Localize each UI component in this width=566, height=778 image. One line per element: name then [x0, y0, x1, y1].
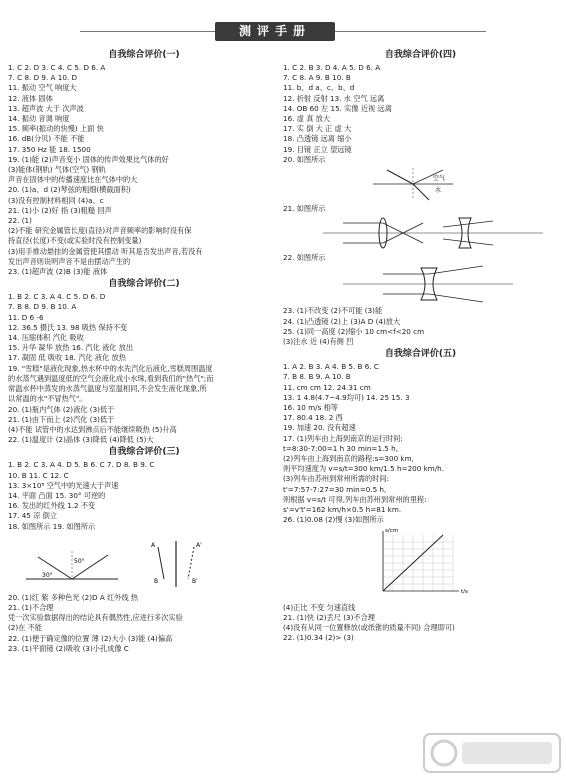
answer-line: 则根据 v=s/t 可得,列车由苏州到常州的里程: — [283, 494, 427, 504]
answer-line: (3)能体(钢轨) 气体(空气) 钢轨 — [8, 165, 106, 175]
image-arrow — [188, 547, 194, 579]
point-label: A — [151, 541, 156, 549]
answer-line: 13. 超声波 大于 次声波 — [8, 103, 84, 113]
ray — [443, 221, 493, 227]
section-title: 自我综合评价(二) — [108, 279, 180, 290]
answer-line: (4)正比 不变 匀速直线 — [283, 602, 356, 612]
answer-line: 16. 10 m/s 相等 — [283, 403, 338, 413]
answer-line: 12. 36.5 摄氏 13. 98 吸热 保持不变 — [8, 322, 128, 332]
section-title: 自我综合评价(五) — [384, 349, 457, 360]
answer-line: 以常温的水"不冒热气"。 — [8, 394, 87, 404]
answer-line: t'=7:57-7:27=30 min=0.5 h, — [283, 484, 387, 494]
answer-line: 持直径(长度)不变(或实验时没有控制变量) — [8, 236, 142, 246]
section-2-answers — [8, 292, 280, 445]
section-3-answers-cont — [8, 593, 280, 654]
angle-label: 50° — [74, 557, 85, 565]
object-arrow — [158, 547, 164, 579]
answer-line: 11. 振动 空气 响度大 — [8, 83, 77, 93]
s-t-graph — [283, 527, 558, 601]
answer-line: 22. (1)温度计 (2)晶体 (3)降低 (4)降低 (5)大 — [8, 435, 154, 445]
section-3-answers — [8, 460, 280, 531]
answer-line: (2)在 不能 — [8, 623, 43, 633]
answer-line: 21. (1)由下而上 (2)汽化 (3)低于 — [8, 414, 115, 424]
answer-line: 23. (1)不改变 (2)不可能 (3)能 — [283, 306, 383, 316]
answer-line: 19. "雪糕"是液化现象,热水杯中的水先汽化后液化,雪糕周围温度 — [8, 363, 213, 373]
answer-line: (2)列车由上海到南京的路程:s=300 km, — [283, 454, 414, 464]
answer-line: 12. 折射 反射 13. 水 空气 远离 — [283, 93, 385, 103]
section-1-answers — [8, 63, 280, 277]
figure-18-19 — [8, 533, 280, 591]
x-axis-label: t/s — [461, 588, 468, 595]
answer-line: 26. (1)0.08 (2)慢 (3)如图所示 — [283, 515, 384, 525]
lens-diagram — [283, 215, 558, 251]
answer-line: t=8:30-7:00=1 h 30 min=1.5 h, — [283, 443, 398, 453]
answer-line: 11. D 6 -6 — [8, 312, 44, 322]
answer-line: 24. (1)凸透镜 (2)上 (3)A D (4)放大 — [283, 316, 401, 326]
figure-26-graph — [283, 527, 558, 601]
answer-line: 17. 350 Hz 能 18. 1500 — [8, 144, 91, 154]
answer-line: 16. 虚 真 放大 — [283, 114, 331, 124]
left-column — [8, 48, 280, 654]
page-title: 测评手册 — [215, 22, 335, 41]
figure-22 — [283, 264, 558, 304]
answer-line: 21. (1)不合理 — [8, 602, 54, 612]
answer-line: 18. 凸透镜 远离 缩小 — [283, 134, 352, 144]
right-column — [283, 48, 558, 643]
answer-line: 17. 实 倒 大 正 虚 大 — [283, 124, 352, 134]
ray — [429, 294, 483, 302]
answer-line: 20. 如图所示 — [283, 154, 326, 164]
answer-line: 声音在固体中的传播速度比在气体中的大 — [8, 175, 138, 185]
incident-ray — [387, 170, 413, 184]
figure-20 — [283, 166, 558, 202]
answer-line: (4)没有从同一位置释放(或纸锥的质量不同) 合理即可) — [283, 622, 455, 632]
answer-line: 15. 频率(振动的快慢) 上面 快 — [8, 124, 104, 134]
answer-line: 1. C 2. B 3. D 4. A 5. D 6. A — [283, 63, 381, 72]
answer-line: 18. 如图所示 19. 如图所示 — [8, 521, 96, 531]
answer-line: (2)不能 研究金属管长度(直径)对声音频率的影响时没有保 — [8, 226, 192, 236]
answer-line: 11. b、d a、c、b、d — [283, 83, 355, 93]
answer-line: 19. 目镜 正立 望远镜 — [283, 144, 352, 154]
answer-line: 7. C 8. D 9. A 10. D — [8, 73, 78, 83]
reflection-diagrams — [8, 533, 280, 591]
answer-line: 17. 45 凉 倒立 — [8, 511, 57, 521]
answer-line: 21. (1)快 (2)丢尺 (3)不合理 — [283, 612, 375, 622]
answer-line: 22. (1)0.34 (2)> (3) — [283, 633, 354, 643]
answer-line: 14. 振动 音调 响度 — [8, 114, 70, 124]
answer-line: (3)注水 近 (4)有侧 凹 — [283, 337, 354, 347]
answer-line: 20. (1)瓶内气体 (2)液化 (3)低于 — [8, 404, 115, 414]
answer-line: (3)列车由苏州到常州所需的时间: — [283, 474, 390, 484]
refracted-ray — [413, 184, 429, 200]
refraction-diagram — [283, 166, 558, 202]
answer-line: 则平均速度为 v=s/t=300 km/1.5 h=200 km/h. — [283, 464, 445, 474]
answer-line: 19. (1)能 (2)声音变小 固体的传声效果比气体的好 — [8, 154, 169, 164]
answer-line: 14. OB 60 左 15. 实像 近视 远离 — [283, 103, 392, 113]
answer-line: 1. A 2. B 3. A 4. B 5. B 6. C — [283, 362, 379, 372]
answer-line: 13. 1 4.8(4.7~4.9均可) 14. 25 15. 3 — [283, 392, 410, 402]
answer-line: (3)用手推动悬挂的金属管使其摆动 听其是否发出声音,若没有 — [8, 246, 203, 256]
answer-line: 1. B 2. C 3. A 4. D 5. B 6. C 7. D 8. B 9. C — [8, 460, 155, 470]
answer-line: 14. 压缩体积 汽化 吸收 — [8, 333, 84, 343]
answer-line: 14. 平面 凸面 15. 30° 可逆的 — [8, 490, 106, 500]
point-label: B' — [192, 577, 198, 585]
answer-line: 常温水杯中蒸发的水蒸气温度与室温相同,不会发生液化现象,所 — [8, 384, 207, 394]
answer-line: 1. B 2. C 3. A 4. C 5. D 6. D — [8, 292, 106, 302]
answer-line: 23. (1)平面镜 (2)吸收 (3)小孔成像 C — [8, 643, 129, 653]
medium-label: 水 — [435, 187, 442, 195]
answer-line: 12. 液体 固体 — [8, 93, 53, 103]
answer-line: 17. (1)列车由上海到南京的运行时间: — [283, 433, 403, 443]
answer-line: 1. C 2. D 3. C 4. C 5. D 6. A — [8, 63, 106, 72]
watermark-icon — [422, 730, 562, 776]
answer-line: 21. 如图所示 — [283, 204, 326, 214]
section-4-answers-cont — [283, 306, 558, 347]
answer-line: (4)不能 试管中的水达到沸点后不能继续吸热 (5)升高 — [8, 424, 177, 434]
answer-line: 发出声音则说明声音不是由摆动产生的 — [8, 256, 131, 266]
answer-line: 25. (1)同一高度 (2)缩小 10 cm<f<20 cm — [283, 326, 425, 336]
section-title: 自我综合评价(一) — [108, 50, 180, 60]
graph-grid — [383, 535, 453, 591]
section-4-answers — [283, 63, 558, 165]
answer-line: s'=v't'=162 km/h×0.5 h=81 km. — [283, 505, 402, 515]
lens-diagram-2 — [283, 264, 558, 304]
point-label: A' — [196, 541, 202, 549]
watermark-logo — [422, 730, 562, 776]
section-title: 自我综合评价(四) — [384, 50, 457, 60]
answer-line: 7. B 8. D 9. B 10. A — [8, 302, 77, 312]
answer-line: 23. (1)超声波 (2)B (3)能 液体 — [8, 267, 108, 277]
answer-line: 7. C 8. A 9. B 10. B — [283, 73, 351, 83]
point-label: B — [154, 577, 159, 585]
section-5-answers — [283, 362, 558, 525]
answer-line: 20. (1)a、d (2)琴弦的粗细(横截面积) — [8, 185, 131, 195]
answer-line: 22. 如图所示 — [283, 253, 326, 263]
answer-line: 凭一次实验数据得出的结论具有偶然性,应进行多次实验 — [8, 613, 183, 623]
answer-line: (3)没有控制材料相同 (4)a、c — [8, 195, 104, 205]
answer-line: 17. 80.4 18. 2 西 — [283, 413, 343, 423]
answer-line: 10. B 11. C 12. C — [8, 470, 69, 480]
answer-line: 20. (1)红 紫 多种色光 (2)D A 红外线 热 — [8, 592, 139, 602]
answer-line: 11. cm cm 12. 24.31 cm — [283, 382, 371, 392]
answer-line: 15. 升华 凝华 放热 16. 汽化 液化 放出 — [8, 343, 134, 353]
figure-21 — [283, 215, 558, 251]
medium-label: 空气 — [433, 175, 446, 183]
answer-line: 17. 凝固 低 吸收 18. 汽化 液化 放热 — [8, 353, 126, 363]
y-axis-label: s/cm — [385, 527, 399, 534]
angle-label: 30° — [42, 571, 53, 579]
section-title: 自我综合评价(三) — [108, 447, 180, 458]
ray — [429, 266, 483, 274]
answer-line: 21. (1)小 (2)好 指 (3)粗糙 回声 — [8, 205, 112, 215]
answer-line: 13. 3×10⁸ 空气中的光速大于声速 — [8, 480, 119, 490]
header-banner — [0, 20, 566, 44]
answer-line: 22. (1)便于确定像的位置 薄 (2)大小 (3)能 (4)偏高 — [8, 633, 173, 643]
answer-line: 19. 加速 20. 没有超速 — [283, 423, 356, 433]
answer-line: 22. (1) — [8, 216, 32, 226]
section-5-answers-cont — [283, 603, 558, 644]
answer-line: 的水蒸气遇到温度低的空气会液化成小水珠,看到我们的"热气";而 — [8, 373, 214, 383]
answer-line: 16. 发出的红外线 1.2 不变 — [8, 501, 96, 511]
answer-line: 16. dB(分贝) 不能 不能 — [8, 134, 85, 144]
ray — [443, 239, 493, 245]
answer-line: 7. B 8. B 9. A 10. B — [283, 372, 351, 382]
